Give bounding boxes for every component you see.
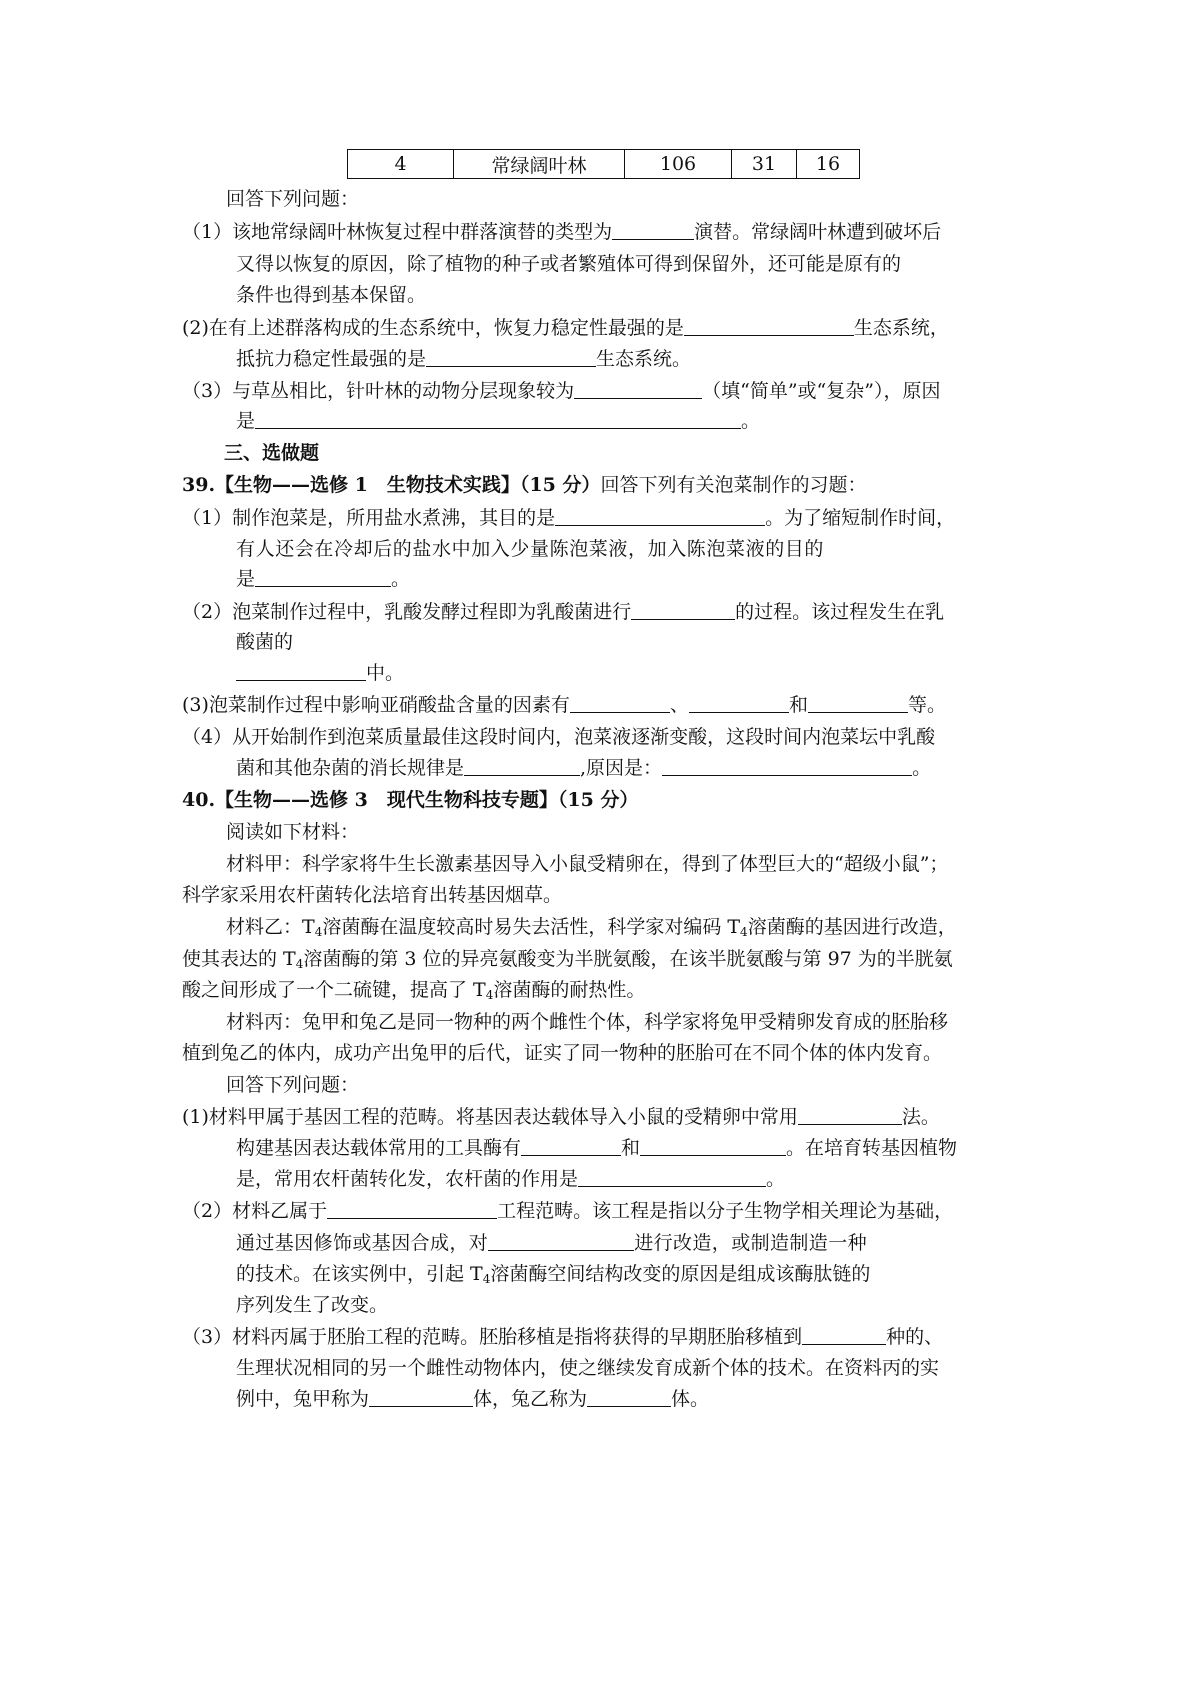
answer-blank[interactable] xyxy=(612,219,694,240)
answer-blank[interactable] xyxy=(689,692,789,713)
text: 生态系统。 xyxy=(596,348,692,370)
q40-part2-line4: 序列发生了改变。 xyxy=(236,1294,389,1316)
q39-part1-line1 xyxy=(182,505,955,531)
text: (1)材料甲属于基因工程的范畴。将基因表达载体导入小鼠的受精卵中常用 xyxy=(182,1106,798,1128)
q38-part1-line3: 条件也得到基本保留。 xyxy=(236,284,427,306)
text: 法。 xyxy=(901,1106,940,1128)
text: 等。 xyxy=(907,694,946,716)
q39-part2-line3 xyxy=(236,660,404,686)
q40-heading: 40.【生物——选修 3 现代生物科技专题】（15 分） xyxy=(182,789,639,811)
answer-blank[interactable] xyxy=(574,378,702,399)
text: 溶菌酶的第 3 位的异亮氨酸变为半胱氨酸，在该半胱氨酸与第 97 为的半胱氨 xyxy=(303,948,953,970)
answer-blank[interactable] xyxy=(662,755,912,776)
q39-part2-line2: 酸菌的 xyxy=(236,631,294,653)
q40-material3-line2: 植到兔乙的体内，成功产出兔甲的后代，证实了同一物种的胚胎可在不同个体的体内发育。 xyxy=(182,1042,943,1064)
text: 工程范畴。该工程是指以分子生物学相关理论为基础， xyxy=(497,1200,954,1222)
text: 溶菌酶空间结构改变的原因是组成该酶肽链的 xyxy=(490,1263,871,1285)
text: 的技术。在该实例中，引起 T xyxy=(236,1263,483,1285)
part-number: （1） xyxy=(182,507,233,529)
answer-blank[interactable] xyxy=(640,1135,786,1156)
text: 溶菌酶在温度较高时易失去活性，科学家对编码 T xyxy=(322,916,741,938)
q39-heading xyxy=(182,472,866,498)
text: 体，兔乙称为 xyxy=(473,1388,588,1410)
text: 。 xyxy=(766,1168,786,1190)
q40-part3-line3 xyxy=(236,1386,709,1412)
answer-blank[interactable] xyxy=(570,692,670,713)
text: 例中，兔甲称为 xyxy=(236,1388,370,1410)
q40-part2-line1 xyxy=(182,1198,953,1224)
text: 。 xyxy=(391,568,411,590)
text: 演替。常绿阔叶林遭到破坏后 xyxy=(694,221,942,243)
text: 回答下列有关泡菜制作的习题： xyxy=(600,474,867,496)
text: 中。 xyxy=(366,662,405,684)
q38-part1-line1 xyxy=(182,219,941,245)
q40-material1-line1: 材料甲：科学家将牛生长激素基因导入小鼠受精卵在，得到了体型巨大的“超级小鼠”； xyxy=(226,853,949,875)
text: 。 xyxy=(912,757,932,779)
table-cell: 106 xyxy=(625,150,732,179)
answer-blank[interactable] xyxy=(798,1104,902,1125)
text: 、 xyxy=(669,694,689,716)
subscript: 4 xyxy=(314,925,323,939)
q39-part1-line3 xyxy=(236,566,410,592)
q39-part1-line2: 有人还会在冷却后的盐水中加入少量陈泡菜液，加入陈泡菜液的目的 xyxy=(236,538,825,560)
text: ,原因是： xyxy=(580,757,663,779)
q38-intro: 回答下列问题： xyxy=(226,188,360,210)
q38-part2-line1 xyxy=(182,315,949,341)
text: 是，常用农杆菌转化发，农杆菌的作用是 xyxy=(236,1168,579,1190)
answer-blank[interactable] xyxy=(808,692,908,713)
text: 。 xyxy=(741,410,761,432)
answer-blank[interactable] xyxy=(426,346,596,367)
answer-blank[interactable] xyxy=(236,660,366,681)
text: 溶菌酶的耐热性。 xyxy=(493,979,646,1001)
part-number: （1） xyxy=(182,221,233,243)
answer-blank[interactable] xyxy=(255,408,741,429)
q38-part3-line2 xyxy=(236,408,760,434)
answer-blank[interactable] xyxy=(802,1324,886,1345)
text: （填“简单”或“复杂”），原因 xyxy=(702,380,941,402)
text: 该地常绿阔叶林恢复过程中群落演替的类型为 xyxy=(232,221,613,243)
q39-part2-line1 xyxy=(182,599,944,625)
text: 构建基因表达载体常用的工具酶有 xyxy=(236,1137,522,1159)
text: (2)在有上述群落构成的生态系统中，恢复力稳定性最强的是 xyxy=(182,317,684,339)
answer-blank[interactable] xyxy=(327,1198,497,1219)
answer-blank[interactable] xyxy=(684,315,854,336)
answer-blank[interactable] xyxy=(521,1135,621,1156)
answer-blank[interactable] xyxy=(555,505,765,526)
q40-material2-line1 xyxy=(226,914,957,945)
q39-part4-line1 xyxy=(182,724,935,750)
q40-part2-line2 xyxy=(236,1230,867,1256)
text: 材料乙属于 xyxy=(232,1200,328,1222)
answer-blank[interactable] xyxy=(578,1166,766,1187)
answer-blank[interactable] xyxy=(464,755,580,776)
text: 。在培育转基因植物 xyxy=(786,1137,958,1159)
text: (3)泡菜制作过程中影响亚硝酸盐含量的因素有 xyxy=(182,694,570,716)
text: 制作泡菜是，所用盐水煮沸，其目的是 xyxy=(232,507,556,529)
text: 和 xyxy=(788,694,808,716)
q38-part3-line1 xyxy=(182,378,940,404)
text: 体。 xyxy=(671,1388,710,1410)
q40-part3-line1 xyxy=(182,1324,943,1350)
text: 是 xyxy=(236,568,256,590)
text: 酸之间形成了一个二硫键，提高了 T xyxy=(182,979,486,1001)
q40-read: 阅读如下材料： xyxy=(226,821,360,843)
q40-intro: 回答下列问题： xyxy=(226,1074,360,1096)
text: 种的、 xyxy=(886,1326,944,1348)
table-row xyxy=(348,150,860,179)
part-number: （2） xyxy=(182,1200,233,1222)
q40-part1-line2 xyxy=(236,1135,957,1161)
part-number: （3） xyxy=(182,1326,233,1348)
subscript: 4 xyxy=(485,988,494,1002)
text: 溶菌酶的基因进行改造， xyxy=(747,916,957,938)
part-number: （2） xyxy=(182,601,233,623)
text: 抵抗力稳定性最强的是 xyxy=(236,348,427,370)
part-number: （3） xyxy=(182,380,233,402)
q40-part3-line2: 生理状况相同的另一个雌性动物体内，使之继续发育成新个体的技术。在资料丙的实 xyxy=(236,1357,940,1379)
text: 使其表达的 T xyxy=(182,948,296,970)
q40-material2-line3 xyxy=(182,977,645,1008)
section-heading: 三、选做题 xyxy=(224,442,320,464)
text: 的过程。该过程发生在乳 xyxy=(735,601,945,623)
q38-part2-line2 xyxy=(236,346,691,372)
text: 材料丙属于胚胎工程的范畴。胚胎移植是指将获得的早期胚胎移植到 xyxy=(232,1326,803,1348)
q40-part1-line1 xyxy=(182,1104,940,1130)
text: 。为了缩短制作时间， xyxy=(765,507,956,529)
q40-material3-line1: 材料丙：兔甲和兔乙是同一物种的两个雌性个体，科学家将兔甲受精卵发育成的胚胎移 xyxy=(226,1011,949,1033)
text: 和 xyxy=(621,1137,641,1159)
answer-blank[interactable] xyxy=(587,1386,671,1407)
q40-material1-line2: 科学家采用农杆菌转化法培育出转基因烟草。 xyxy=(182,884,563,906)
answer-blank[interactable] xyxy=(255,566,391,587)
text: 菌和其他杂菌的消长规律是 xyxy=(236,757,465,779)
answer-blank[interactable] xyxy=(369,1386,473,1407)
q40-part2-line3 xyxy=(236,1261,870,1292)
text: 材料乙：T xyxy=(226,916,315,938)
part-number: （4） xyxy=(182,726,233,748)
text: 从开始制作到泡菜质量最佳这段时间内，泡菜液逐渐变酸，这段时间内泡菜坛中乳酸 xyxy=(232,726,936,748)
answer-blank[interactable] xyxy=(631,599,735,620)
table-cell: 常绿阔叶林 xyxy=(454,150,625,179)
q38-part1-line2: 又得以恢复的原因，除了植物的种子或者繁殖体可得到保留外，还可能是原有的 xyxy=(236,253,902,275)
q39-part4-line2 xyxy=(236,755,931,781)
text: 进行改造，或制造制造一种 xyxy=(634,1232,868,1254)
q39-title: 39.【生物——选修 1 生物技术实践】（15 分） xyxy=(182,474,601,496)
table-cell: 31 xyxy=(732,150,797,179)
q40-part1-line3 xyxy=(236,1166,785,1192)
text: 通过基因修饰或基因合成，对 xyxy=(236,1232,489,1254)
answer-blank[interactable] xyxy=(488,1230,634,1251)
q39-part3 xyxy=(182,692,946,718)
subscript: 4 xyxy=(740,925,748,939)
text: 是 xyxy=(236,410,256,432)
subscript: 4 xyxy=(295,957,304,971)
q40-material2-line2 xyxy=(182,946,953,977)
succession-table xyxy=(347,149,860,179)
table-cell: 4 xyxy=(348,150,454,179)
text: 与草丛相比，针叶林的动物分层现象较为 xyxy=(232,380,575,402)
text: 生态系统， xyxy=(853,317,949,339)
table-cell: 16 xyxy=(797,150,860,179)
subscript: 4 xyxy=(482,1272,491,1286)
text: 泡菜制作过程中，乳酸发酵过程即为乳酸菌进行 xyxy=(232,601,632,623)
